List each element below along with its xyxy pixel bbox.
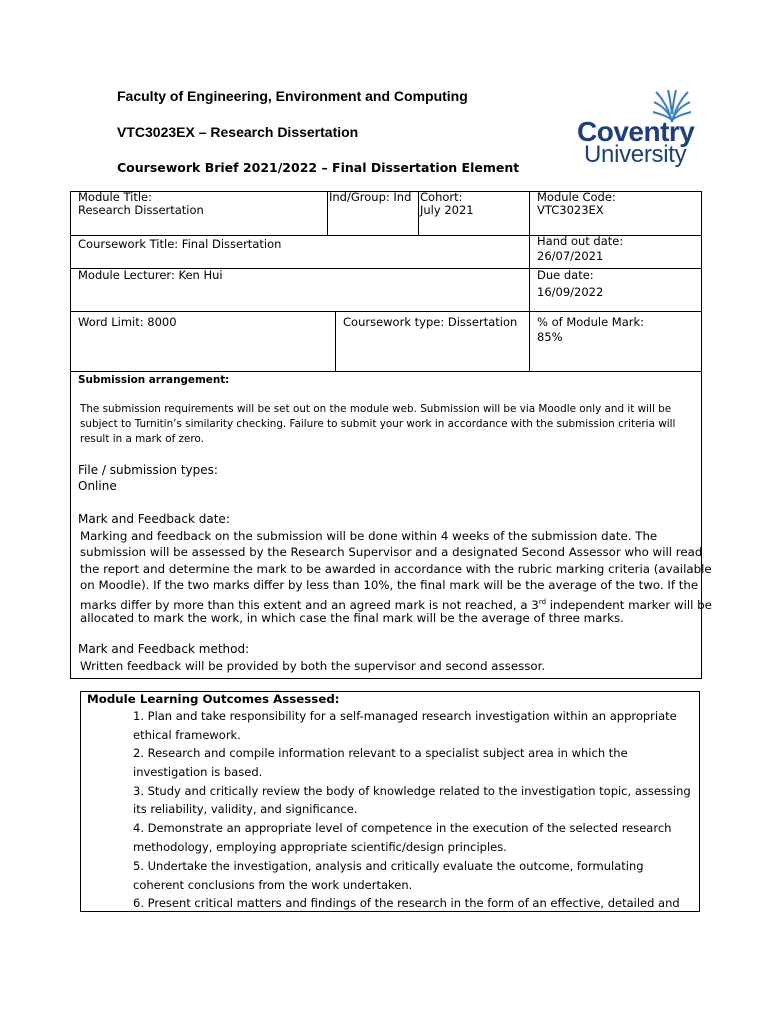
module-mark-value: 85% — [537, 330, 563, 344]
module-title-label: Module Title: — [78, 190, 152, 204]
module-lecturer: Module Lecturer: Ken Hui — [78, 268, 223, 282]
due-date-value: 16/09/2022 — [537, 285, 604, 299]
cohort-value: July 2021 — [420, 203, 474, 217]
coursework-type: Coursework type: Dissertation — [343, 315, 518, 329]
cohort-label: Cohort: — [420, 190, 463, 204]
mark-feedback-line: the report and determine the mark to be awarded in accordance with the rubric marking criteria (available — [80, 562, 712, 576]
word-limit: Word Limit: 8000 — [78, 315, 177, 329]
module-title-value: Research Dissertation — [78, 203, 204, 217]
module-code-value: VTC3023EX — [537, 203, 604, 217]
submission-text-line: The submission requirements will be set out on the module web. Submission will be via Moodle only and it will be — [80, 403, 672, 415]
file-types-value: Online — [78, 479, 117, 493]
mark-feedback-line: on Moodle). If the two marks differ by less than 10%, the final mark will be the average of the two. If the — [80, 578, 699, 592]
logo-text-coventry: Coventry — [577, 116, 695, 147]
mark-feedback-line: allocated to mark the work, in which case the final mark will be the average of three marks. — [80, 611, 624, 625]
learning-outcome-line: coherent conclusions from the work undertaken. — [133, 878, 413, 892]
mark-feedback-date-heading: Mark and Feedback date: — [78, 512, 230, 526]
due-date-label: Due date: — [537, 268, 594, 282]
learning-outcome-line: 6. Present critical matters and findings of the research in the form of an effective, detailed and — [133, 896, 680, 910]
submission-text-line: result in a mark of zero. — [80, 433, 204, 445]
module-code-label: Module Code: — [537, 190, 616, 204]
learning-outcome-line: methodology, employing appropriate scientific/design principles. — [133, 840, 507, 854]
file-types-heading: File / submission types: — [78, 463, 218, 477]
learning-outcome-line: investigation is based. — [133, 765, 263, 779]
mark-feedback-method-heading: Mark and Feedback method: — [78, 642, 250, 656]
learning-outcome-line: 2. Research and compile information relevant to a specialist subject area in which the — [133, 746, 628, 760]
submission-heading: Submission arrangement: — [78, 374, 230, 386]
mark-feedback-method-value: Written feedback will be provided by both the supervisor and second assessor. — [80, 659, 546, 673]
mark-feedback-line: Marking and feedback on the submission will be done within 4 weeks of the submission date. The — [80, 529, 658, 543]
logo-text-university: University — [584, 141, 687, 168]
learning-outcome-line: ethical framework. — [133, 728, 241, 742]
hand-out-date-value: 26/07/2021 — [537, 249, 604, 263]
learning-outcome-line: 5. Undertake the investigation, analysis and critically evaluate the outcome, formulating — [133, 859, 644, 873]
learning-outcome-line: its reliability, validity, and significance. — [133, 802, 358, 816]
coursework-brief-heading: Coursework Brief 2021/2022 – Final Dissertation Element — [117, 160, 520, 175]
ind-group-label: Ind/Group: Ind — [329, 190, 412, 204]
module-mark-label: % of Module Mark: — [537, 315, 645, 329]
faculty-title: Faculty of Engineering, Environment and Computing — [117, 88, 468, 104]
coursework-title: Coursework Title: Final Dissertation — [78, 237, 282, 251]
learning-outcome-line: 4. Demonstrate an appropriate level of competence in the execution of the selected research — [133, 821, 672, 835]
submission-text-line: subject to Turnitin’s similarity checking. Failure to submit your work in accordance with the submission criteria will — [80, 418, 676, 430]
mark-feedback-line: submission will be assessed by the Research Supervisor and a designated Second Assessor who will read — [80, 545, 703, 559]
learning-outcome-line: 1. Plan and take responsibility for a self-managed research investigation within an appropriate — [133, 709, 677, 723]
learning-outcome-line: 3. Study and critically review the body of knowledge related to the investigation topic, assessing — [133, 784, 691, 798]
learning-outcomes-heading: Module Learning Outcomes Assessed: — [87, 692, 340, 706]
mark-feedback-line: marks differ by more than this extent and an agreed mark is not reached, a 3rd independent marker will be — [80, 597, 712, 612]
hand-out-date-label: Hand out date: — [537, 234, 624, 248]
module-title-heading: VTC3023EX – Research Dissertation — [117, 124, 359, 140]
